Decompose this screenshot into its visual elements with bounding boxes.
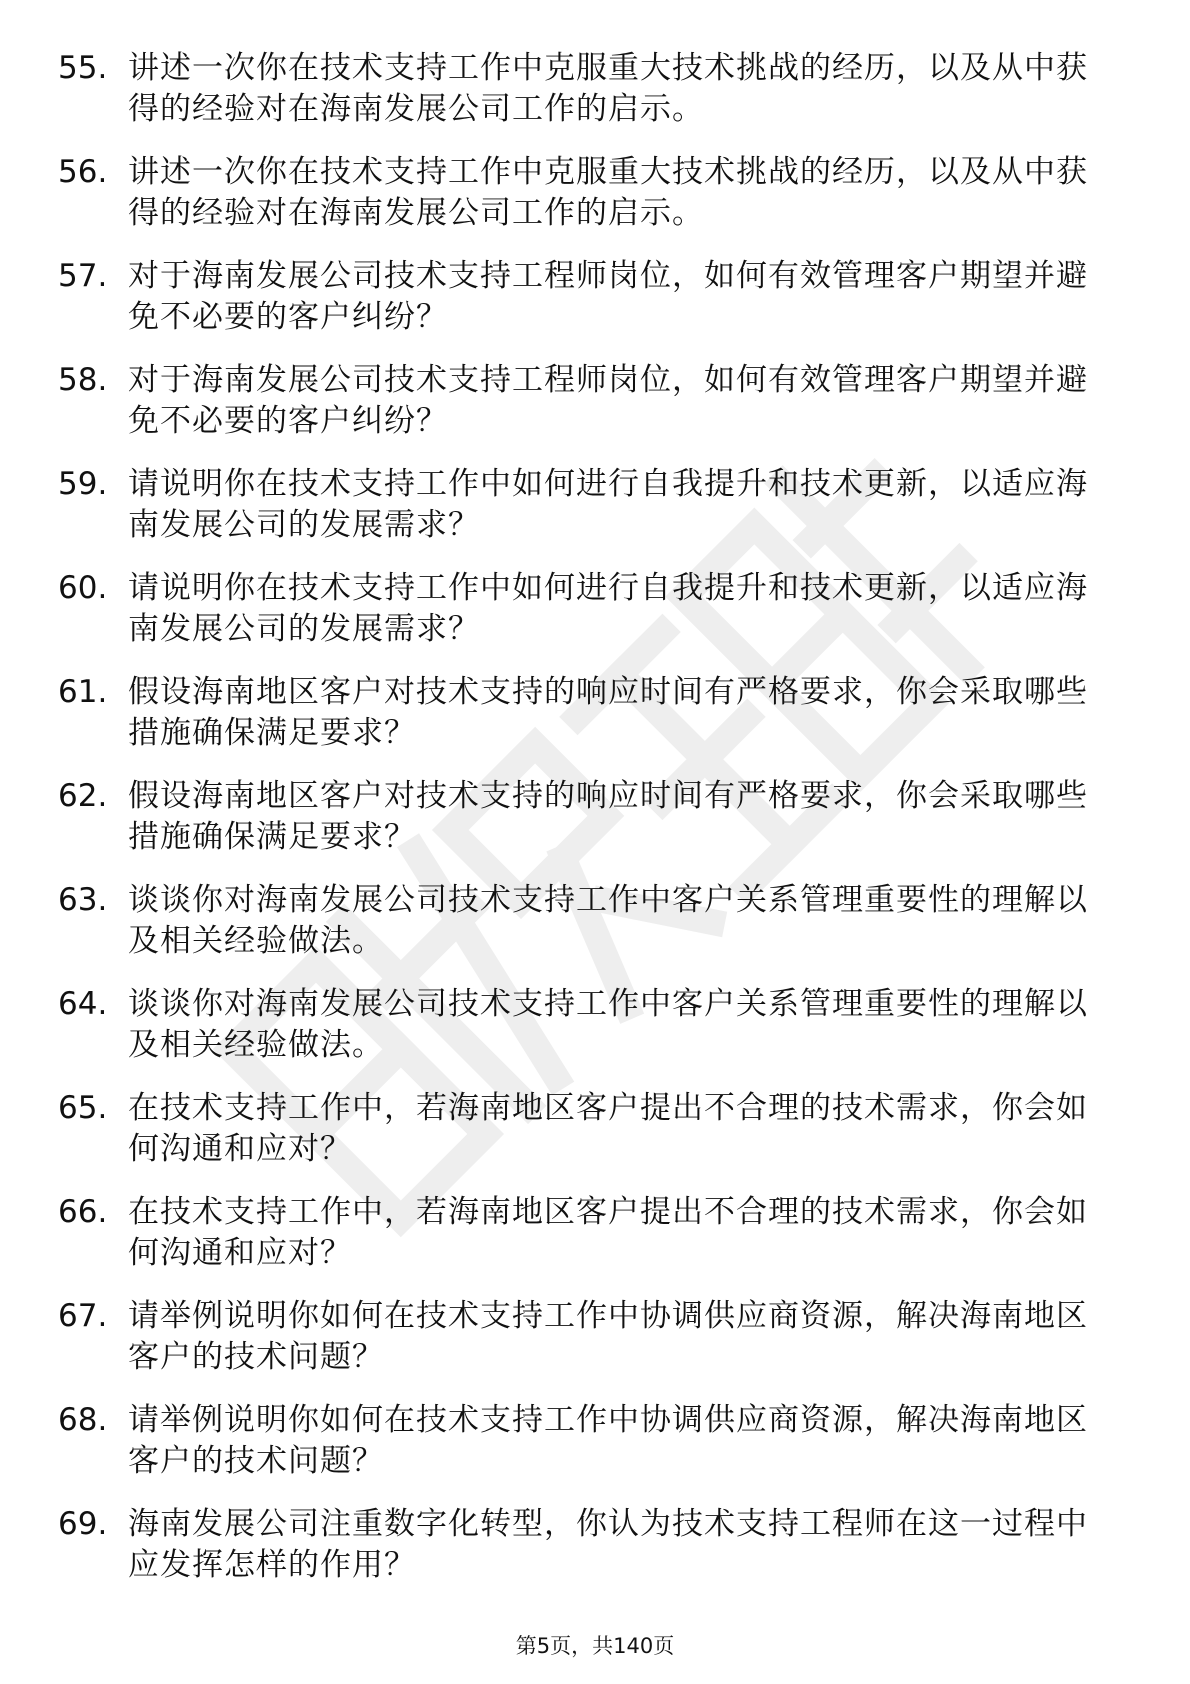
question-number: 55. [58, 50, 108, 86]
list-item [0, 1192, 1190, 1296]
list-item [0, 1088, 1190, 1192]
question-number: 65. [58, 1090, 108, 1126]
question-number: 63. [58, 882, 108, 918]
list-item [0, 568, 1190, 672]
question-text: 请举例说明你如何在技术支持工作中协调供应商资源，解决海南地区客户的技术问题？ [128, 1402, 1088, 1479]
question-number: 67. [58, 1298, 108, 1334]
list-item [0, 1400, 1190, 1504]
list-item [0, 880, 1190, 984]
question-number: 61. [58, 674, 108, 710]
question-text: 海南发展公司注重数字化转型，你认为技术支持工程师在这一过程中应发挥怎样的作用？ [128, 1506, 1088, 1583]
list-item [0, 672, 1190, 776]
list-item [0, 464, 1190, 568]
question-number: 64. [58, 986, 108, 1022]
question-text: 请说明你在技术支持工作中如何进行自我提升和技术更新，以适应海南发展公司的发展需求？ [128, 466, 1088, 543]
question-text: 在技术支持工作中，若海南地区客户提出不合理的技术需求，你会如何沟通和应对？ [128, 1194, 1088, 1271]
question-text: 谈谈你对海南发展公司技术支持工作中客户关系管理重要性的理解以及相关经验做法。 [128, 986, 1088, 1063]
list-item [0, 984, 1190, 1088]
question-text: 假设海南地区客户对技术支持的响应时间有严格要求，你会采取哪些措施确保满足要求？ [128, 674, 1088, 751]
question-number: 57. [58, 258, 108, 294]
question-text: 在技术支持工作中，若海南地区客户提出不合理的技术需求，你会如何沟通和应对？ [128, 1090, 1088, 1167]
question-text: 讲述一次你在技术支持工作中克服重大技术挑战的经历，以及从中获得的经验对在海南发展公司工作的启示。 [128, 154, 1088, 231]
list-item [0, 152, 1190, 256]
list-item [0, 1296, 1190, 1400]
question-number: 69. [58, 1506, 108, 1542]
list-item [0, 48, 1190, 152]
question-text: 假设海南地区客户对技术支持的响应时间有严格要求，你会采取哪些措施确保满足要求？ [128, 778, 1088, 855]
question-number: 68. [58, 1402, 108, 1438]
list-item [0, 256, 1190, 360]
question-list [0, 48, 1190, 1608]
list-item [0, 360, 1190, 464]
list-item [0, 1504, 1190, 1608]
question-text: 对于海南发展公司技术支持工程师岗位，如何有效管理客户期望并避免不必要的客户纠纷？ [128, 258, 1088, 335]
question-text: 讲述一次你在技术支持工作中克服重大技术挑战的经历，以及从中获得的经验对在海南发展公司工作的启示。 [128, 50, 1088, 127]
page-footer [0, 1630, 1190, 1660]
question-number: 62. [58, 778, 108, 814]
question-text: 请说明你在技术支持工作中如何进行自我提升和技术更新，以适应海南发展公司的发展需求？ [128, 570, 1088, 647]
question-number: 60. [58, 570, 108, 606]
question-number: 56. [58, 154, 108, 190]
page-number-label: 第5页，共140页 [515, 1634, 675, 1658]
question-text: 谈谈你对海南发展公司技术支持工作中客户关系管理重要性的理解以及相关经验做法。 [128, 882, 1088, 959]
question-number: 59. [58, 466, 108, 502]
question-text: 对于海南发展公司技术支持工程师岗位，如何有效管理客户期望并避免不必要的客户纠纷？ [128, 362, 1088, 439]
question-text: 请举例说明你如何在技术支持工作中协调供应商资源，解决海南地区客户的技术问题？ [128, 1298, 1088, 1375]
question-number: 58. [58, 362, 108, 398]
list-item [0, 776, 1190, 880]
question-number: 66. [58, 1194, 108, 1230]
